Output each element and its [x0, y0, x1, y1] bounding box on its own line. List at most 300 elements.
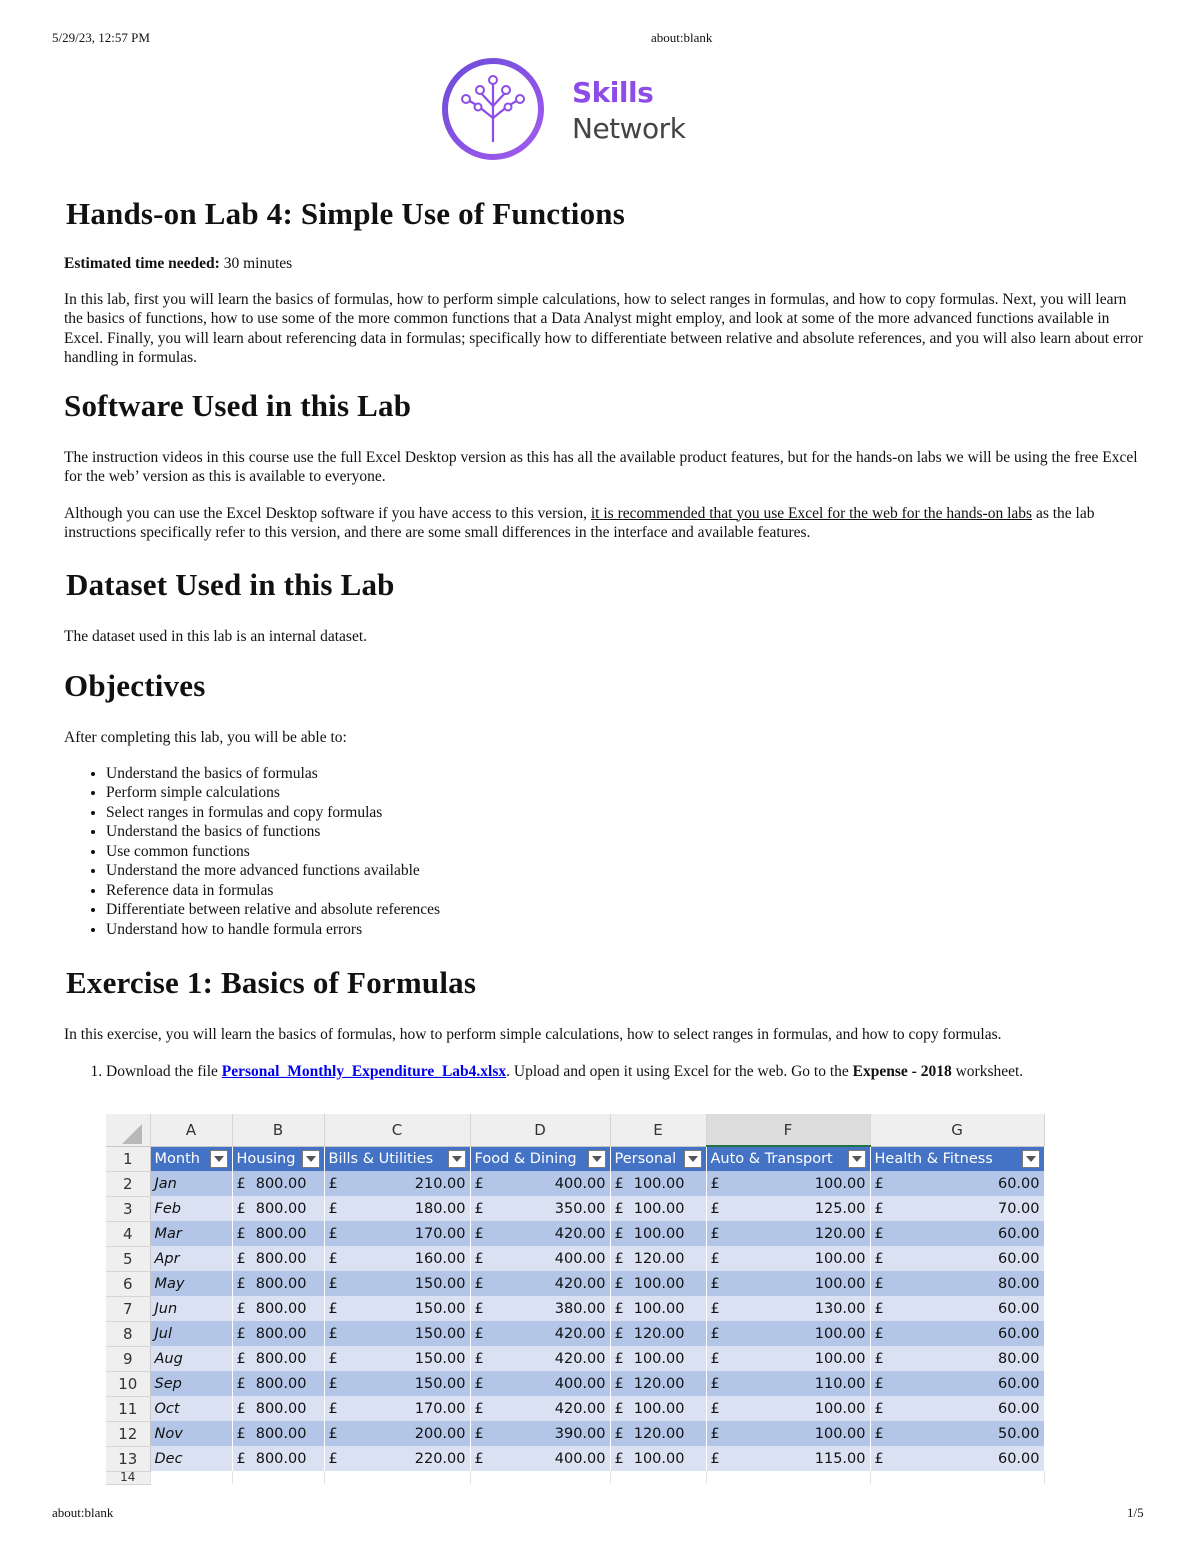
amount-content	[615, 1351, 702, 1367]
amount-cell[interactable]	[324, 1271, 470, 1296]
header-cell[interactable]	[150, 1146, 232, 1171]
header-cell[interactable]	[232, 1146, 324, 1171]
amount-value: 100.00	[633, 1300, 685, 1317]
amount-value: 420.00	[554, 1275, 606, 1292]
amount-cell[interactable]	[324, 1221, 470, 1246]
amount-cell[interactable]	[706, 1171, 870, 1196]
amount-value: 150.00	[414, 1325, 466, 1342]
amount-cell[interactable]	[870, 1346, 1044, 1371]
amount-cell[interactable]	[470, 1346, 610, 1371]
amount-content	[615, 1251, 702, 1267]
amount-cell[interactable]	[706, 1246, 870, 1271]
amount-content	[475, 1301, 606, 1317]
currency-symbol: £	[328, 1175, 338, 1192]
amount-cell[interactable]	[470, 1271, 610, 1296]
document-body	[64, 196, 1144, 1095]
amount-cell[interactable]	[706, 1271, 870, 1296]
currency-symbol: £	[236, 1400, 246, 1417]
amount-value: 100.00	[633, 1350, 685, 1367]
software-paragraph-2	[64, 504, 1144, 543]
amount-cell[interactable]	[610, 1221, 706, 1246]
amount-value: 60.00	[997, 1375, 1040, 1392]
amount-value: 800.00	[255, 1375, 307, 1392]
table-row	[106, 1296, 1044, 1321]
amount-value: 400.00	[554, 1175, 606, 1192]
list-item: • Understand the basics of formulas	[106, 764, 1144, 784]
logo-tree-icon	[440, 56, 546, 162]
amount-value: 100.00	[633, 1200, 685, 1217]
month-cell[interactable]: May	[150, 1271, 232, 1296]
row-number[interactable]: 2	[106, 1171, 150, 1196]
amount-value: 100.00	[814, 1400, 866, 1417]
amount-cell[interactable]	[610, 1196, 706, 1221]
empty-cell[interactable]	[610, 1471, 706, 1484]
amount-value: 130.00	[814, 1300, 866, 1317]
software-p2-recommendation: it is recommended that you use Excel for the web for the hands-on labs	[590, 504, 1033, 522]
currency-symbol: £	[328, 1350, 338, 1367]
amount-value: 120.00	[633, 1425, 685, 1442]
estimated-time-label: Estimated time needed:	[64, 255, 220, 272]
amount-cell[interactable]	[470, 1296, 610, 1321]
currency-symbol: £	[328, 1450, 338, 1467]
print-footer-url: about:blank	[52, 1505, 114, 1520]
amount-cell[interactable]	[232, 1196, 324, 1221]
header-cell[interactable]	[470, 1146, 610, 1171]
amount-cell[interactable]	[706, 1196, 870, 1221]
amount-cell[interactable]	[870, 1271, 1044, 1296]
software-paragraph-1: The instruction videos in this course use the full Excel Desktop version as this has all the available product features, but for the hands-on labs we will be using the free Excel for the web’ version as this is available to everyone.	[64, 448, 1138, 485]
currency-symbol: £	[474, 1200, 484, 1217]
amount-value: 150.00	[414, 1275, 466, 1292]
amount-cell[interactable]	[610, 1446, 706, 1471]
amount-cell[interactable]	[324, 1346, 470, 1371]
amount-content	[615, 1401, 702, 1417]
amount-content	[711, 1376, 866, 1392]
amount-cell[interactable]	[232, 1346, 324, 1371]
amount-content	[475, 1426, 606, 1442]
header-cell[interactable]	[706, 1146, 870, 1171]
filter-dropdown-icon[interactable]	[1022, 1150, 1040, 1168]
row-number[interactable]: 11	[106, 1396, 150, 1421]
amount-cell[interactable]	[870, 1246, 1044, 1271]
amount-content	[329, 1351, 466, 1367]
amount-value: 420.00	[554, 1325, 606, 1342]
empty-cell[interactable]	[150, 1471, 232, 1484]
download-file-link[interactable]: Personal_Monthly_Expenditure_Lab4.xlsx	[221, 1062, 507, 1080]
row-number[interactable]: 6	[106, 1271, 150, 1296]
amount-value: 800.00	[255, 1225, 307, 1242]
amount-cell[interactable]	[470, 1321, 610, 1346]
amount-cell[interactable]	[470, 1246, 610, 1271]
currency-symbol: £	[710, 1200, 720, 1217]
header-label: Food & Dining	[474, 1150, 577, 1167]
empty-cell[interactable]	[870, 1471, 1044, 1484]
currency-symbol: £	[710, 1250, 720, 1267]
list-item: • Perform simple calculations	[106, 783, 1144, 803]
month-cell[interactable]: Apr	[150, 1246, 232, 1271]
amount-content	[237, 1401, 320, 1417]
amount-value: 100.00	[633, 1225, 685, 1242]
amount-cell[interactable]	[610, 1371, 706, 1396]
amount-cell[interactable]	[706, 1396, 870, 1421]
amount-content	[237, 1276, 320, 1292]
currency-symbol: £	[236, 1225, 246, 1242]
amount-content	[329, 1226, 466, 1242]
month-cell[interactable]: Sep	[150, 1371, 232, 1396]
amount-value: 800.00	[255, 1175, 307, 1192]
amount-cell[interactable]	[232, 1296, 324, 1321]
month-cell[interactable]: Dec	[150, 1446, 232, 1471]
header-label: Personal	[614, 1150, 677, 1167]
amount-content	[237, 1301, 320, 1317]
amount-value: 800.00	[255, 1200, 307, 1217]
header-label: Health & Fitness	[874, 1150, 993, 1167]
currency-symbol: £	[614, 1300, 624, 1317]
table-row	[106, 1321, 1044, 1346]
amount-content	[329, 1401, 466, 1417]
amount-content	[711, 1301, 866, 1317]
amount-content	[475, 1201, 606, 1217]
amount-cell[interactable]	[470, 1171, 610, 1196]
amount-content	[329, 1201, 466, 1217]
amount-content	[475, 1401, 606, 1417]
amount-cell[interactable]	[706, 1371, 870, 1396]
row-number[interactable]: 9	[106, 1346, 150, 1371]
row-number[interactable]: 12	[106, 1421, 150, 1446]
amount-cell[interactable]	[470, 1371, 610, 1396]
filter-dropdown-icon[interactable]	[684, 1150, 702, 1168]
amount-cell[interactable]	[232, 1446, 324, 1471]
currency-symbol: £	[874, 1425, 884, 1442]
column-header[interactable]: F	[706, 1114, 870, 1146]
excel-screenshot	[106, 1114, 1044, 1485]
amount-value: 110.00	[814, 1375, 866, 1392]
software-heading: Software Used in this Lab	[64, 387, 412, 423]
currency-symbol: £	[614, 1250, 624, 1267]
amount-cell[interactable]	[232, 1221, 324, 1246]
step1-text-pre: Download the file	[106, 1062, 222, 1080]
currency-symbol: £	[614, 1225, 624, 1242]
currency-symbol: £	[236, 1175, 246, 1192]
row-number[interactable]: 3	[106, 1196, 150, 1221]
amount-cell[interactable]	[610, 1321, 706, 1346]
amount-cell[interactable]	[232, 1321, 324, 1346]
amount-content	[615, 1301, 702, 1317]
amount-value: 120.00	[633, 1375, 685, 1392]
column-letter-row	[106, 1114, 1044, 1146]
amount-cell[interactable]	[470, 1396, 610, 1421]
amount-cell[interactable]	[232, 1421, 324, 1446]
amount-value: 100.00	[814, 1425, 866, 1442]
amount-value: 60.00	[997, 1325, 1040, 1342]
row-number[interactable]: 4	[106, 1221, 150, 1246]
column-header[interactable]: A	[150, 1114, 232, 1146]
amount-cell[interactable]	[870, 1196, 1044, 1221]
amount-cell[interactable]	[706, 1346, 870, 1371]
currency-symbol: £	[874, 1375, 884, 1392]
amount-cell[interactable]	[324, 1196, 470, 1221]
filter-dropdown-icon[interactable]	[448, 1150, 466, 1168]
table-row	[106, 1446, 1044, 1471]
amount-cell[interactable]	[610, 1271, 706, 1296]
amount-value: 420.00	[554, 1350, 606, 1367]
currency-symbol: £	[474, 1425, 484, 1442]
amount-content	[475, 1451, 606, 1467]
header-cell-content	[711, 1150, 866, 1168]
amount-cell[interactable]	[324, 1396, 470, 1421]
column-header[interactable]: C	[324, 1114, 470, 1146]
list-item: • Understand how to handle formula errors	[106, 920, 1144, 940]
amount-content	[475, 1326, 606, 1342]
amount-value: 160.00	[414, 1250, 466, 1267]
amount-content	[711, 1426, 866, 1442]
amount-cell[interactable]	[706, 1296, 870, 1321]
amount-content	[875, 1376, 1040, 1392]
currency-symbol: £	[328, 1375, 338, 1392]
amount-content	[875, 1326, 1040, 1342]
currency-symbol: £	[614, 1350, 624, 1367]
amount-value: 800.00	[255, 1275, 307, 1292]
row-number[interactable]: 14	[106, 1471, 150, 1484]
currency-symbol: £	[874, 1200, 884, 1217]
amount-cell[interactable]	[706, 1421, 870, 1446]
amount-cell[interactable]	[232, 1271, 324, 1296]
month-cell[interactable]: Jun	[150, 1296, 232, 1321]
amount-value: 60.00	[997, 1225, 1040, 1242]
header-cell[interactable]	[324, 1146, 470, 1171]
currency-symbol: £	[328, 1200, 338, 1217]
row-number[interactable]: 1	[106, 1146, 150, 1171]
amount-cell[interactable]	[870, 1221, 1044, 1246]
currency-symbol: £	[474, 1300, 484, 1317]
amount-content	[711, 1226, 866, 1242]
currency-symbol: £	[874, 1175, 884, 1192]
month-cell[interactable]: Feb	[150, 1196, 232, 1221]
currency-symbol: £	[874, 1325, 884, 1342]
amount-value: 210.00	[414, 1175, 466, 1192]
amount-content	[711, 1276, 866, 1292]
row-number[interactable]: 8	[106, 1321, 150, 1346]
currency-symbol: £	[236, 1325, 246, 1342]
amount-value: 115.00	[814, 1450, 866, 1467]
skills-network-logo	[440, 56, 720, 156]
currency-symbol: £	[236, 1425, 246, 1442]
currency-symbol: £	[328, 1225, 338, 1242]
currency-symbol: £	[710, 1425, 720, 1442]
row-number[interactable]: 7	[106, 1296, 150, 1321]
amount-value: 200.00	[414, 1425, 466, 1442]
currency-symbol: £	[474, 1325, 484, 1342]
empty-cell[interactable]	[470, 1471, 610, 1484]
amount-cell[interactable]	[324, 1171, 470, 1196]
amount-content	[329, 1426, 466, 1442]
amount-value: 380.00	[554, 1300, 606, 1317]
amount-content	[875, 1451, 1040, 1467]
amount-content	[875, 1226, 1040, 1242]
amount-cell[interactable]	[324, 1446, 470, 1471]
amount-cell[interactable]	[706, 1321, 870, 1346]
currency-symbol: £	[710, 1400, 720, 1417]
amount-cell[interactable]	[324, 1371, 470, 1396]
currency-symbol: £	[328, 1300, 338, 1317]
amount-value: 220.00	[414, 1450, 466, 1467]
filter-dropdown-icon[interactable]	[302, 1150, 320, 1168]
amount-value: 120.00	[633, 1250, 685, 1267]
exercise1-steps	[64, 1062, 1144, 1082]
amount-cell[interactable]	[470, 1196, 610, 1221]
empty-cell[interactable]	[706, 1471, 870, 1484]
filter-dropdown-icon[interactable]	[210, 1150, 228, 1168]
amount-cell[interactable]	[610, 1171, 706, 1196]
header-label: Month	[154, 1150, 200, 1167]
month-cell[interactable]: Jan	[150, 1171, 232, 1196]
select-all-triangle-icon	[122, 1124, 142, 1144]
empty-cell[interactable]	[324, 1471, 470, 1484]
row-number[interactable]: 10	[106, 1371, 150, 1396]
list-item: • Use common functions	[106, 842, 1144, 862]
month-cell[interactable]: Oct	[150, 1396, 232, 1421]
amount-content	[237, 1351, 320, 1367]
amount-cell[interactable]	[324, 1246, 470, 1271]
amount-content	[475, 1276, 606, 1292]
amount-value: 100.00	[633, 1450, 685, 1467]
header-cell-content	[237, 1150, 320, 1168]
amount-cell[interactable]	[324, 1296, 470, 1321]
amount-cell[interactable]	[470, 1221, 610, 1246]
amount-content	[329, 1451, 466, 1467]
amount-value: 400.00	[554, 1375, 606, 1392]
amount-cell[interactable]	[232, 1171, 324, 1196]
amount-value: 170.00	[414, 1400, 466, 1417]
amount-cell[interactable]	[870, 1446, 1044, 1471]
exercise1-step-1	[106, 1062, 1144, 1082]
objectives-heading: Objectives	[64, 668, 206, 703]
empty-row	[106, 1471, 1044, 1484]
amount-value: 170.00	[414, 1225, 466, 1242]
currency-symbol: £	[236, 1200, 246, 1217]
currency-symbol: £	[614, 1175, 624, 1192]
filter-dropdown-icon[interactable]	[588, 1150, 606, 1168]
amount-value: 800.00	[255, 1300, 307, 1317]
currency-symbol: £	[710, 1225, 720, 1242]
currency-symbol: £	[710, 1450, 720, 1467]
header-cell-content	[475, 1150, 606, 1168]
currency-symbol: £	[474, 1375, 484, 1392]
currency-symbol: £	[236, 1450, 246, 1467]
amount-cell[interactable]	[870, 1296, 1044, 1321]
print-header-url: about:blank	[651, 30, 713, 45]
amount-cell[interactable]	[232, 1246, 324, 1271]
month-cell[interactable]: Aug	[150, 1346, 232, 1371]
header-cell-content	[155, 1150, 228, 1168]
currency-symbol: £	[874, 1350, 884, 1367]
amount-cell[interactable]	[470, 1446, 610, 1471]
step1-worksheet-name: Expense - 2018	[852, 1062, 952, 1080]
amount-cell[interactable]	[870, 1421, 1044, 1446]
amount-cell[interactable]	[706, 1221, 870, 1246]
amount-content	[475, 1351, 606, 1367]
column-header[interactable]: D	[470, 1114, 610, 1146]
amount-cell[interactable]	[610, 1246, 706, 1271]
amount-value: 70.00	[997, 1200, 1040, 1217]
amount-cell[interactable]	[870, 1371, 1044, 1396]
amount-content	[237, 1426, 320, 1442]
header-cell[interactable]	[610, 1146, 706, 1171]
currency-symbol: £	[710, 1350, 720, 1367]
column-header[interactable]: B	[232, 1114, 324, 1146]
currency-symbol: £	[874, 1225, 884, 1242]
amount-content	[475, 1226, 606, 1242]
amount-value: 150.00	[414, 1350, 466, 1367]
amount-value: 420.00	[554, 1400, 606, 1417]
amount-content	[875, 1401, 1040, 1417]
currency-symbol: £	[474, 1400, 484, 1417]
amount-cell[interactable]	[324, 1421, 470, 1446]
amount-cell[interactable]	[610, 1421, 706, 1446]
amount-value: 800.00	[255, 1350, 307, 1367]
amount-value: 80.00	[997, 1275, 1040, 1292]
amount-cell[interactable]	[870, 1396, 1044, 1421]
amount-value: 100.00	[814, 1350, 866, 1367]
amount-content	[875, 1201, 1040, 1217]
header-cell[interactable]	[870, 1146, 1044, 1171]
select-all-corner[interactable]	[106, 1114, 150, 1146]
month-cell[interactable]: Mar	[150, 1221, 232, 1246]
step1-text-mid: . Upload and open it using Excel for the web. Go to the	[506, 1062, 853, 1080]
objectives-intro: After completing this lab, you will be able to:	[64, 729, 347, 746]
amount-cell[interactable]	[870, 1171, 1044, 1196]
amount-cell[interactable]	[706, 1446, 870, 1471]
amount-cell[interactable]	[610, 1396, 706, 1421]
software-p2-end: as the lab instructions specifically refer to this version, and there are some small differences in the interface and available features.	[64, 504, 1095, 541]
column-header[interactable]: E	[610, 1114, 706, 1146]
amount-cell[interactable]	[470, 1421, 610, 1446]
amount-value: 100.00	[814, 1325, 866, 1342]
logo-text-skills: Skills	[572, 76, 654, 109]
amount-content	[237, 1176, 320, 1192]
currency-symbol: £	[874, 1450, 884, 1467]
header-cell-content	[329, 1150, 466, 1168]
expense-table	[106, 1114, 1045, 1485]
header-label: Auto & Transport	[710, 1151, 833, 1167]
exercise1-heading: Exercise 1: Basics of Formulas	[66, 965, 477, 1000]
estimated-time	[64, 254, 1144, 274]
amount-cell[interactable]	[232, 1396, 324, 1421]
software-p2-start: Although you can use the Excel Desktop software if you have access to this version,	[64, 504, 591, 522]
empty-cell[interactable]	[232, 1471, 324, 1484]
amount-value: 100.00	[814, 1275, 866, 1292]
amount-cell[interactable]	[610, 1346, 706, 1371]
amount-value: 800.00	[255, 1325, 307, 1342]
amount-value: 400.00	[554, 1450, 606, 1467]
amount-content	[711, 1201, 866, 1217]
month-cell[interactable]: Nov	[150, 1421, 232, 1446]
table-row	[106, 1421, 1044, 1446]
amount-cell[interactable]	[232, 1371, 324, 1396]
row-number[interactable]: 13	[106, 1446, 150, 1471]
column-header[interactable]: G	[870, 1114, 1044, 1146]
month-cell[interactable]: Jul	[150, 1321, 232, 1346]
amount-value: 80.00	[997, 1350, 1040, 1367]
amount-cell[interactable]	[870, 1321, 1044, 1346]
amount-cell[interactable]	[610, 1296, 706, 1321]
amount-cell[interactable]	[324, 1321, 470, 1346]
filter-dropdown-icon[interactable]	[848, 1150, 866, 1168]
header-cell-content	[615, 1150, 702, 1168]
table-row	[106, 1346, 1044, 1371]
row-number[interactable]: 5	[106, 1246, 150, 1271]
table-row	[106, 1196, 1044, 1221]
